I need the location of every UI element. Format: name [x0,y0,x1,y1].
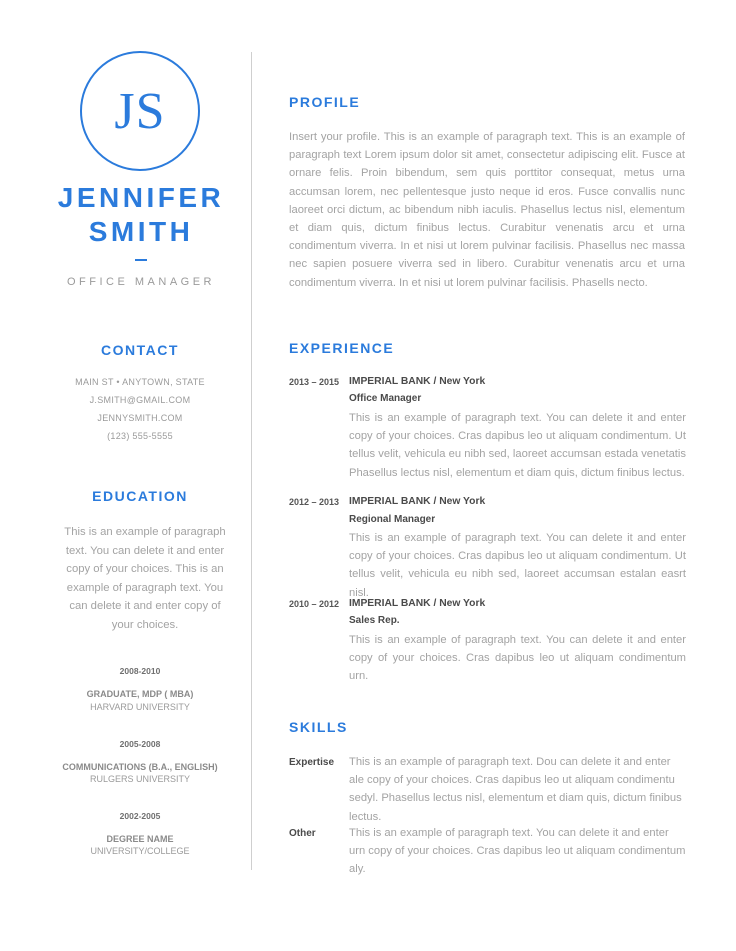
job-title: Sales Rep. [349,615,400,626]
job-years: 2012 – 2013 [289,497,340,507]
skills-heading: SKILLS [289,719,348,735]
education-heading: EDUCATION [92,488,188,504]
skill-description: This is an example of paragraph text. Dou can delete it and enter ale copy of your choices. Cras dapibus leo ut aliquam condimentu sedyl. Phasellus lectus nisl, elementum et diam quis, dictum finibus lectus. [349,756,682,823]
job-years: 2010 – 2012 [289,599,340,609]
education-years: 2002-2005 [119,811,161,821]
education-years: 2008-2010 [119,666,161,676]
monogram-badge [80,51,200,171]
education-school: UNIVERSITY/COLLEGE [90,846,190,856]
job-company: IMPERIAL BANK / New York [349,376,486,387]
experience-heading: EXPERIENCE [289,340,395,356]
job-description: This is an example of paragraph text. You can delete it and enter copy of your choices. Cras dapibus leo ut aliquam condimentum. Ut tellus velit, vehicula eu nibh sed, laoreet accumsan estalan easrt nisl. [349,532,686,599]
monogram-initials: JS [114,82,166,140]
skill-label: Other [289,828,316,839]
education-degree: DEGREE NAME [106,834,174,844]
column-divider [251,52,252,870]
left-column [0,0,280,951]
job-title: Regional Manager [349,514,436,525]
contact-website[interactable]: JENNYSMITH.COM [97,413,183,423]
profile-text: Insert your profile. This is an example of paragraph text. This is an example of paragraph text Lorem ipsum dolor sit amet, consectetur adipiscing elit. Fusce at ornare felis. Proin bibendum, sem quis porttitor consequat, metus urna accumsan lorem, nec pellentesque justo neque id eros. Fusce convallis nunc laoreet orci dictum, ac bibendum nibh iaculis. Phasellus lectus nisl, elementum et diam quis, dictum finibus lectus. Curabitur venenatis arcu et urna condimentum viverra. In et nisi ut lorem pulvinar facilisis. Phasellus nec massa nec sapien posuere viverra sed in libero. Curabitur venenatis arcu et urna condimentum viverra. In et nisi ut lorem pulvinar facilisis. Phasells necto. [289,131,685,289]
job-company: IMPERIAL BANK / New York [349,598,486,609]
job-description: This is an example of paragraph text. You can delete it and enter copy of your choices. Cras dapibus leo ut aliquam condimentum urn. [349,634,686,683]
job-years: 2013 – 2015 [289,377,340,387]
education-school: HARVARD UNIVERSITY [90,702,190,712]
job-description: This is an example of paragraph text. You can delete it and enter copy of your choices. Cras dapibus leo ut aliquam condimentum. Ut tellus velit, vehicula eu nibh sed, laoreet accumsan estada venetatis Phasellus lectus nisl, elementum et diam quis, dictum finibus lectus. [349,412,686,479]
first-name: JENNIFER [57,182,225,213]
profile-heading: PROFILE [289,94,361,110]
education-school: RULGERS UNIVERSITY [89,774,191,784]
skill-description: This is an example of paragraph text. You can delete it and enter urn copy of your choices. Cras dapibus leo ut aliquam condimentum aly. [349,827,686,876]
name-divider [135,259,147,261]
last-name: SMITH [88,216,194,247]
skill-label: Expertise [289,757,335,768]
job-title: Office Manager [349,393,422,404]
education-years: 2005-2008 [119,739,161,749]
job-role: OFFICE MANAGER [66,276,215,288]
job-company: IMPERIAL BANK / New York [349,496,486,507]
contact-email[interactable]: J.SMITH@GMAIL.COM [89,395,191,405]
contact-heading: CONTACT [101,342,179,358]
education-summary: This is an example of paragraph text. You can delete it and enter copy of your choices. This is an example of paragraph text. You can delete it and enter copy of your choices. [64,526,226,631]
education-degree: COMMUNICATIONS (B.A., ENGLISH) [62,762,218,772]
contact-phone: (123) 555-5555 [107,431,173,441]
contact-address: MAIN ST • ANYTOWN, STATE [75,377,205,387]
education-degree: GRADUATE, MDP ( MBA) [86,689,194,699]
